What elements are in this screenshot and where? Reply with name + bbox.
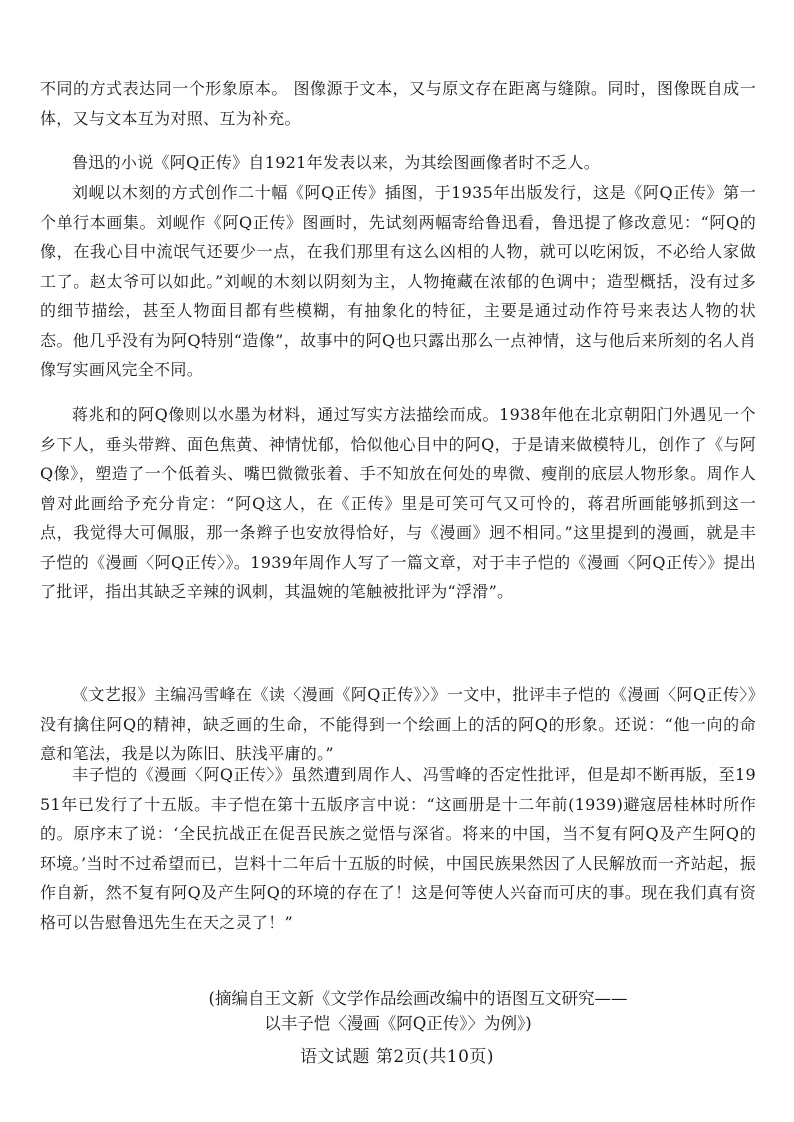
paragraph-continuation: 不同的方式表达同一个形象原本。 图像源于文本，又与原文存在距离与缝隙。同时，图像既自成一体，又与文本互为对照、互为补充。 [40,79,756,128]
page-footer: 语文试题 第2页(共10页) [299,1047,495,1067]
source-citation-line-1: (摘编自王文新《文学作品绘画改编中的语图互文研究—— [208,989,628,1008]
paragraph-feng-xuefeng: 《文艺报》主编冯雪峰在《读〈漫画《阿Q正传》〉》一文中，批评丰子恺的《漫画〈阿Q正传〉》没有擒住阿Q的精神，缺乏画的生命，不能得到一个绘画上的活的阿Q的形象。还说：“他一向的命意和笔法，我是以为陈旧、肤浅平庸的。” [40,685,756,763]
paragraph-intro: 鲁迅的小说《阿Q正传》自1921年发表以来，为其绘图画像者时不乏人。 [72,153,601,172]
source-citation-line-2: 以丰子恺〈漫画《阿Q正传》〉为例》) [264,1014,532,1033]
paragraph-feng-zikai: 丰子恺的《漫画〈阿Q正传〉》虽然遭到周作人、冯雪峰的否定性批评，但是却不断再版，至1951年已发行了十五版。丰子恺在第十五版序言中说：“这画册是十二年前(1939)避寇居桂林时所作的。原序末了说：‘全民抗战正在促吾民族之觉悟与深省。将来的中国，当不复有阿Q及产生阿Q的环境。’当时不过希望而已，岂料十二年后十五版的时候，中国民族果然因了人民解放而一齐站起，振作自新，然不复有阿Q及产生阿Q的环境的存在了！这是何等使人兴奋而可庆的事。现在我们真有资格可以告慰鲁迅先生在天之灵了！” [40,765,756,932]
source-citation [40,986,756,1036]
paragraph-jiang-zhaohe: 蒋兆和的阿Q像则以水墨为材料，通过写实方法描绘而成。1938年他在北京朝阳门外遇见一个乡下人，垂头带辫、面色焦黄、神情忧郁，恰似他心目中的阿Q，于是请来做模特儿，创作了《与阿Q像》，塑造了一个低着头、嘴巴微微张着、手不知放在何处的卑微、瘦削的底层人物形象。周作人曾对此画给予充分肯定：“阿Q这人，在《正传》里是可笑可气又可怜的，蒋君所画能够抓到这一点，我觉得大可佩服，那一条辫子也安放得恰好，与《漫画》迥不相同。”这里提到的漫画，就是丰子恺的《漫画〈阿Q正传〉》。1939年周作人写了一篇文章，对于丰子恺的《漫画〈阿Q正传〉》提出了批评，指出其缺乏辛辣的讽刺，其温婉的笔触被批评为“浮滑”。 [40,405,756,601]
paragraph-liu-xian: 刘岘以木刻的方式创作二十幅《阿Q正传》插图，于1935年出版发行，这是《阿Q正传》第一个单行本画集。刘岘作《阿Q正传》图画时，先试刻两幅寄给鲁迅看，鲁迅提了修改意见：“阿Q的像，在我心目中流氓气还要少一点，在我们那里有这么凶相的人物，就可以吃闲饭，不必给人家做工了。赵太爷可以如此。”刘岘的木刻以阴刻为主，人物掩藏在浓郁的色调中；造型概括，没有过多的细节描绘，甚至人物面目都有些模糊，有抽象化的特征，主要是通过动作符号来表达人物的状态。他几乎没有为阿Q特别“造像”，故事中的阿Q也只露出那么一点神情，这与他后来所刻的名人肖像写实画风完全不同。 [40,183,756,379]
